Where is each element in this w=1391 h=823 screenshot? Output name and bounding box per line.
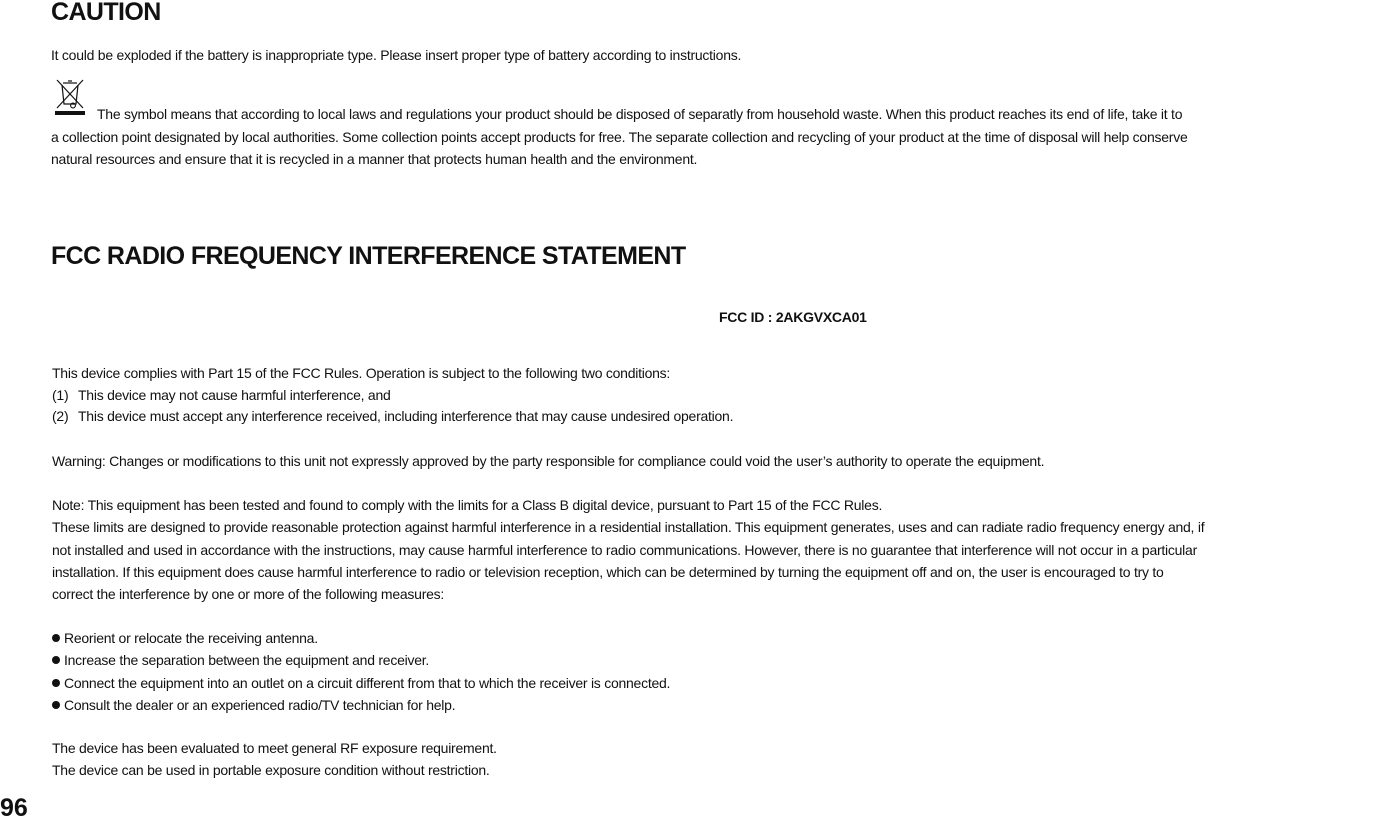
measure-text: Reorient or relocate the receiving antenna.: [64, 630, 318, 646]
condition-number: (2): [52, 408, 69, 424]
fcc-id: FCC ID : 2AKGVXCA01: [719, 309, 867, 325]
limits-text-line: correct the interference by one or more of the following measures:: [52, 586, 445, 602]
condition-item: [52, 384, 391, 406]
bullet-icon: [52, 634, 60, 642]
bullet-icon: [52, 679, 60, 687]
limits-text-line: installation. If this equipment does cause harmful interference to radio or television reception, which can be determined by turning the equipment off and on, the user is encouraged to try to: [52, 564, 1164, 580]
measure-text: Increase the separation between the equipment and receiver.: [64, 652, 430, 668]
caution-heading: CAUTION: [51, 0, 161, 26]
disposal-text-line: The symbol means that according to local laws and regulations your product should be disposed of separatly from household waste. When this product reaches its end of life, take it to: [97, 106, 1183, 122]
measure-item: [52, 694, 455, 716]
rf-exposure-text: The device can be used in portable exposure condition without restriction.: [52, 762, 490, 778]
compliance-statement: This device complies with Part 15 of the FCC Rules. Operation is subject to the following two conditions:: [52, 365, 671, 381]
condition-item: [52, 405, 733, 427]
rf-exposure-text: The device has been evaluated to meet general RF exposure requirement.: [52, 740, 497, 756]
disposal-text-line: a collection point designated by local authorities. Some collection points accept products for free. The separate collection and recycling of your product at the time of disposal will help conserve: [51, 129, 1188, 145]
bullet-icon: [52, 656, 60, 664]
battery-caution-text: It could be exploded if the battery is inappropriate type. Please insert proper type of battery according to instructions.: [51, 47, 742, 63]
measure-item: [52, 627, 318, 649]
crossed-out-wheelie-bin-icon: [53, 78, 87, 116]
limits-text-line: These limits are designed to provide reasonable protection against harmful interference in a residential installation. This equipment generates, uses and can radiate radio frequency energy and, if: [52, 519, 1205, 535]
bullet-icon: [52, 701, 60, 709]
condition-number: (1): [52, 387, 69, 403]
page-number: 96: [0, 794, 28, 822]
measure-item: [52, 649, 429, 671]
limits-text-line: not installed and used in accordance with the instructions, may cause harmful interference to radio communications. However, there is no guarantee that interference will not occur in a particular: [52, 542, 1197, 558]
warning-text: Warning: Changes or modifications to this unit not expressly approved by the party responsible for compliance could void the user’s authority to operate the equipment.: [52, 453, 1045, 469]
disposal-text-line: natural resources and ensure that it is recycled in a manner that protects human health and the environment.: [51, 151, 698, 167]
condition-text: This device may not cause harmful interference, and: [78, 387, 391, 403]
condition-text: This device must accept any interference received, including interference that may cause undesired operation.: [78, 408, 734, 424]
measure-text: Consult the dealer or an experienced radio/TV technician for help.: [64, 697, 456, 713]
note-text: Note: This equipment has been tested and found to comply with the limits for a Class B digital device, pursuant to Part 15 of the FCC Rules.: [52, 497, 883, 513]
measure-text: Connect the equipment into an outlet on a circuit different from that to which the receiver is connected.: [64, 675, 671, 691]
fcc-heading: FCC RADIO FREQUENCY INTERFERENCE STATEMENT: [51, 242, 686, 270]
measure-item: [52, 672, 670, 694]
